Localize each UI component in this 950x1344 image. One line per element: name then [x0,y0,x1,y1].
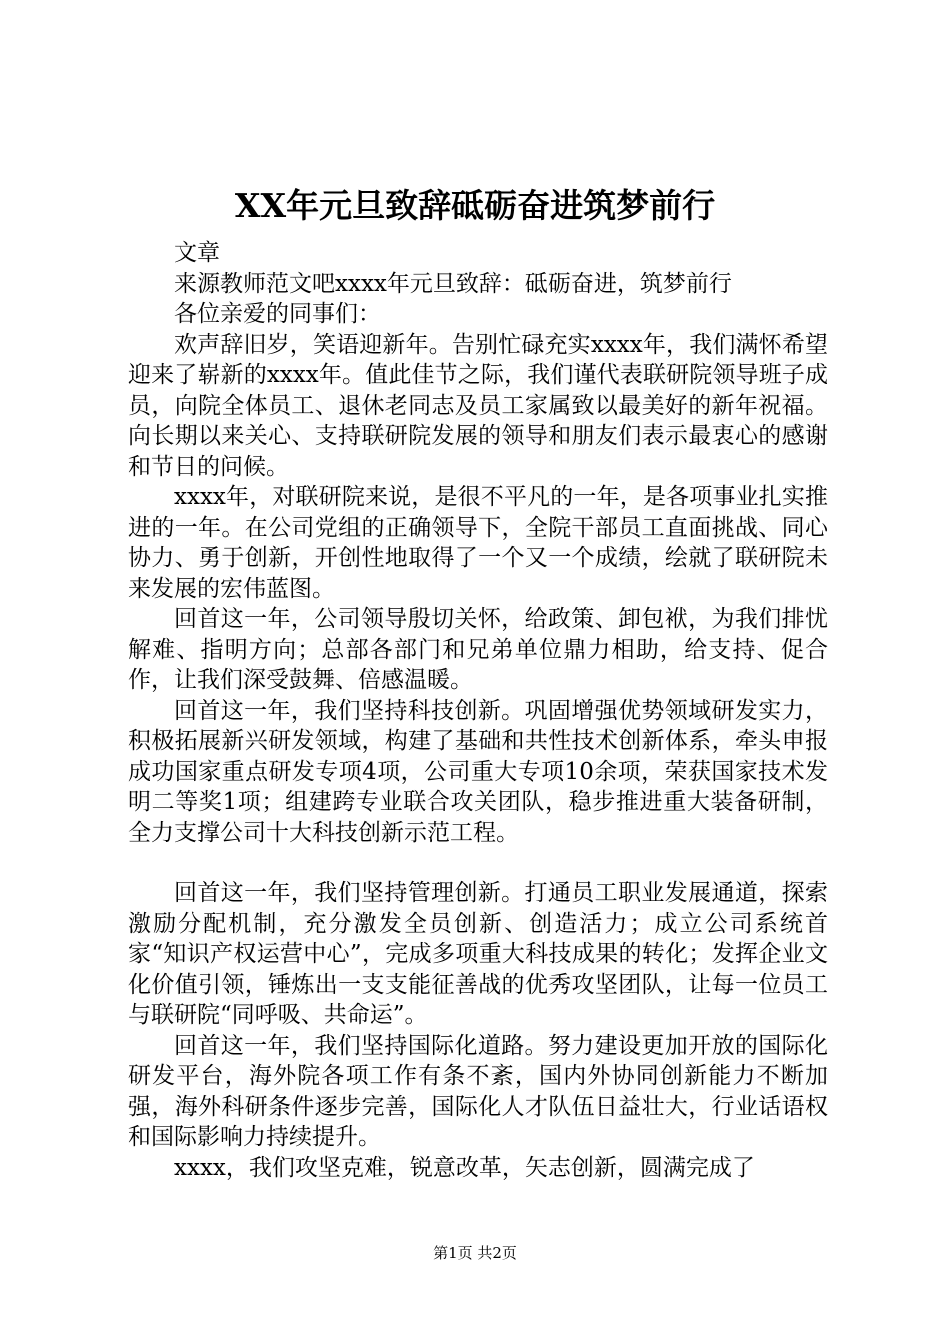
paragraph: 来源教师范文吧xxxx年元旦致辞：砥砺奋进，筑梦前行 [174,270,732,297]
document-title: XX年元旦致辞砥砺奋进筑梦前行 [234,186,716,225]
paragraph: 回首这一年，我们坚持管理创新。打通员工职业发展通道，探索激励分配机制，充分激发全员创新、创造活力；成立公司系统首家“知识产权运营中心”，完成多项重大科技成果的转化；发挥企业文化价值引领，锤炼出一支支能征善战的优秀攻坚团队，让每一位员工与联研院“同呼吸、共命运”。 [128,880,828,1028]
paragraph: xxxx年，对联研院来说，是很不平凡的一年，是各项事业扎实推进的一年。在公司党组的正确领导下，全院干部员工直面挑战、同心协力、勇于创新，开创性地取得了一个又一个成绩，绘就了联研院未来发展的宏伟蓝图。 [128,484,828,602]
paragraph: 文章 [174,240,220,266]
page-footer: 第1页 共2页 [433,1244,517,1262]
paragraph: 各位亲爱的同事们： [174,301,381,327]
paragraph: 回首这一年，公司领导殷切关怀，给政策、卸包袱，为我们排忧解难、指明方向；总部各部门和兄弟单位鼎力相助，给支持、促合作，让我们深受鼓舞、倍感温暖。 [128,606,828,693]
paragraph: 欢声辞旧岁，笑语迎新年。告别忙碌充实xxxx年，我们满怀希望迎来了崭新的xxxx年。值此佳节之际，我们谨代表联研院领导班子成员，向院全体员工、退休老同志及员工家属致以最美好的新年祝福。向长期以来关心、支持联研院发展的领导和朋友们表示最衷心的感谢和节日的问候。 [128,331,828,480]
document-body [128,238,828,1183]
paragraph: 回首这一年，我们坚持国际化道路。努力建设更加开放的国际化研发平台，海外院各项工作有条不紊，国内外协同创新能力不断加强，海外科研条件逐步完善，国际化人才队伍日益壮大，行业话语权和国际影响力持续提升。 [128,1032,828,1150]
paragraph: 回首这一年，我们坚持科技创新。巩固增强优势领域研发实力，积极拓展新兴研发领域，构建了基础和共性技术创新体系，牵头申报成功国家重点研发专项4项，公司重大专项10余项，荣获国家技术发明二等奖1项；组建跨专业联合攻关团队，稳步推进重大装备研制，全力支撑公司十大科技创新示范工程。 [128,697,828,846]
paragraph: xxxx，我们攻坚克难，锐意改革，矢志创新，圆满完成了 [174,1154,755,1181]
